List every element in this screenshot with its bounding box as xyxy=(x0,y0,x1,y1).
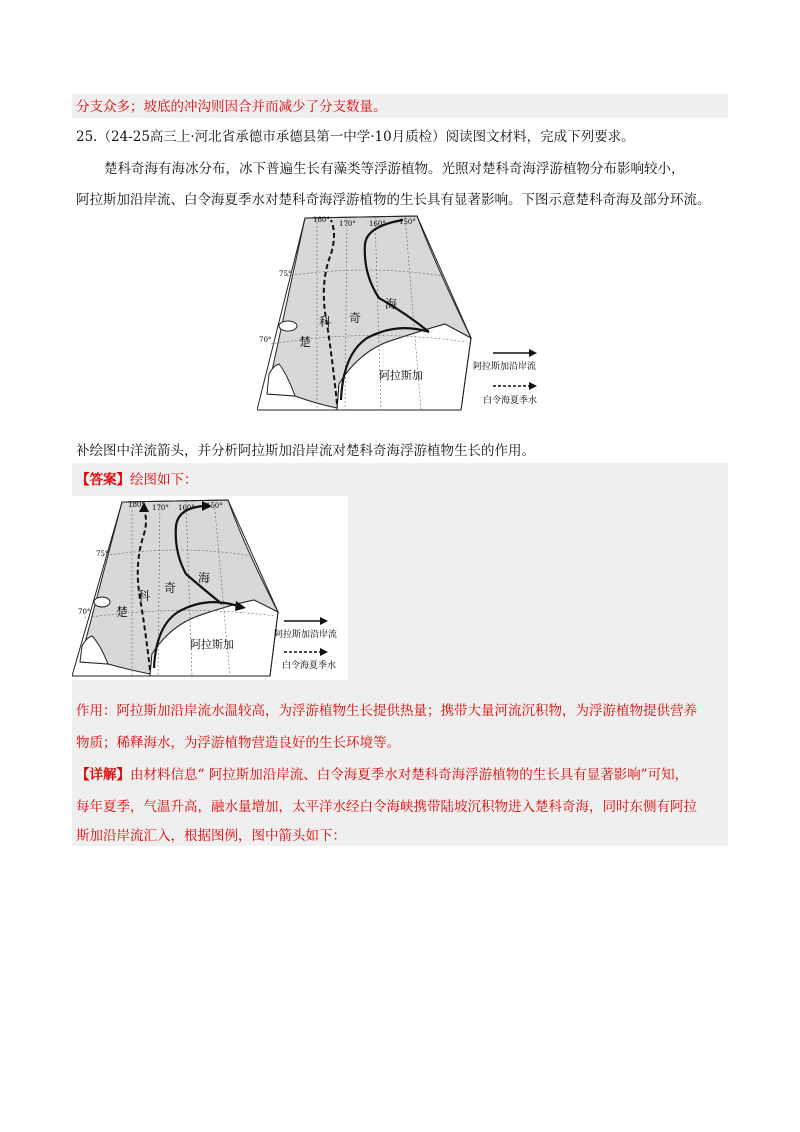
sea-char-chu: 楚 xyxy=(116,605,129,619)
lat-label-70: 70° xyxy=(259,336,272,344)
detail-tag: 【详解】 xyxy=(76,767,130,783)
legend-label-bering: 白令海夏季水 xyxy=(282,661,337,671)
question-map-figure xyxy=(257,214,557,414)
legend-label-alaska: 阿拉斯加沿岸流 xyxy=(473,362,537,372)
lon-label-180: 180° xyxy=(313,216,330,224)
previous-answer-tail: 分支众多；坡底的冲沟则因合并而减少了分支数量。 xyxy=(76,99,387,115)
material-line-2: 阿拉斯加沿岸流、白令海夏季水对楚科奇海浮游植物的生长具有显著影响。下图示意楚科奇海及部分环流。 xyxy=(76,192,711,208)
legend-dashed-arrowhead xyxy=(529,382,537,390)
lon-label-180: 180° xyxy=(128,501,145,509)
answer-intro-text: 绘图如下： xyxy=(130,472,198,488)
detail-line-2: 每年夏季，气温升高，融水量增加，太平洋水经白令海峡携带陆坡沉积物进入楚科奇海，同时东侧有阿拉 xyxy=(76,799,697,815)
legend-label-bering: 白令海夏季水 xyxy=(483,396,538,406)
question-number: 25. xyxy=(76,129,98,145)
sea-char-hai: 海 xyxy=(385,297,398,311)
question-source: （24-25高三上·河北省承德市承德县第一中学·10月质检）阅读图文材料，完成下列要求。 xyxy=(97,129,635,145)
lat-label-75: 75° xyxy=(279,270,292,278)
answer-tag: 【答案】 xyxy=(76,472,130,488)
legend-solid-arrowhead xyxy=(320,617,328,625)
legend-dashed-arrowhead xyxy=(320,648,328,656)
material-line-1: 楚科奇海有海冰分布，冰下普遍生长有藻类等浮游植物。光照对楚科奇海浮游植物分布影响较小， xyxy=(104,161,685,177)
lon-label-160: 160° xyxy=(369,220,386,228)
lat-label-70: 70° xyxy=(78,608,91,616)
lat-label-75: 75° xyxy=(96,550,109,558)
answer-intro xyxy=(76,470,198,490)
detail-line-1 xyxy=(76,765,688,785)
sea-char-ke: 科 xyxy=(319,315,332,329)
question-header xyxy=(76,127,635,147)
sea-char-qi: 奇 xyxy=(164,581,177,595)
legend-solid-arrowhead xyxy=(529,349,537,357)
question-task: 补绘图中洋流箭头，并分析阿拉斯加沿岸流对楚科奇海浮游植物生长的作用。 xyxy=(76,443,535,459)
lon-label-150: 150° xyxy=(206,502,223,510)
lon-label-170: 170° xyxy=(152,504,169,512)
detail-line-1-text: 由材料信息“ 阿拉斯加沿岸流、白令海夏季水对楚科奇海浮游植物的生长具有显著影响”可知， xyxy=(130,767,689,783)
lon-label-160: 160° xyxy=(178,504,195,512)
map-island xyxy=(94,597,110,607)
map-island xyxy=(279,321,297,331)
lon-label-170: 170° xyxy=(339,220,356,228)
sea-char-qi: 奇 xyxy=(349,311,362,325)
detail-line-3: 斯加沿岸流汇入，根据图例，图中箭头如下： xyxy=(76,828,346,844)
answer-map-figure xyxy=(72,498,372,680)
answer-effect-line-2: 物质；稀释海水，为浮游植物营造良好的生长环境等。 xyxy=(76,735,400,751)
legend-label-alaska: 阿拉斯加沿岸流 xyxy=(274,630,338,640)
land-label: 阿拉斯加 xyxy=(379,369,423,382)
land-label: 阿拉斯加 xyxy=(190,638,234,651)
answer-effect-line-1: 作用：阿拉斯加沿岸流水温较高，为浮游植物生长提供热量；携带大量河流沉积物，为浮游植物提供营养 xyxy=(76,703,697,719)
sea-char-chu: 楚 xyxy=(299,335,312,349)
sea-char-hai: 海 xyxy=(198,571,211,585)
sea-char-ke: 科 xyxy=(138,589,151,603)
lon-label-150: 150° xyxy=(399,218,416,226)
